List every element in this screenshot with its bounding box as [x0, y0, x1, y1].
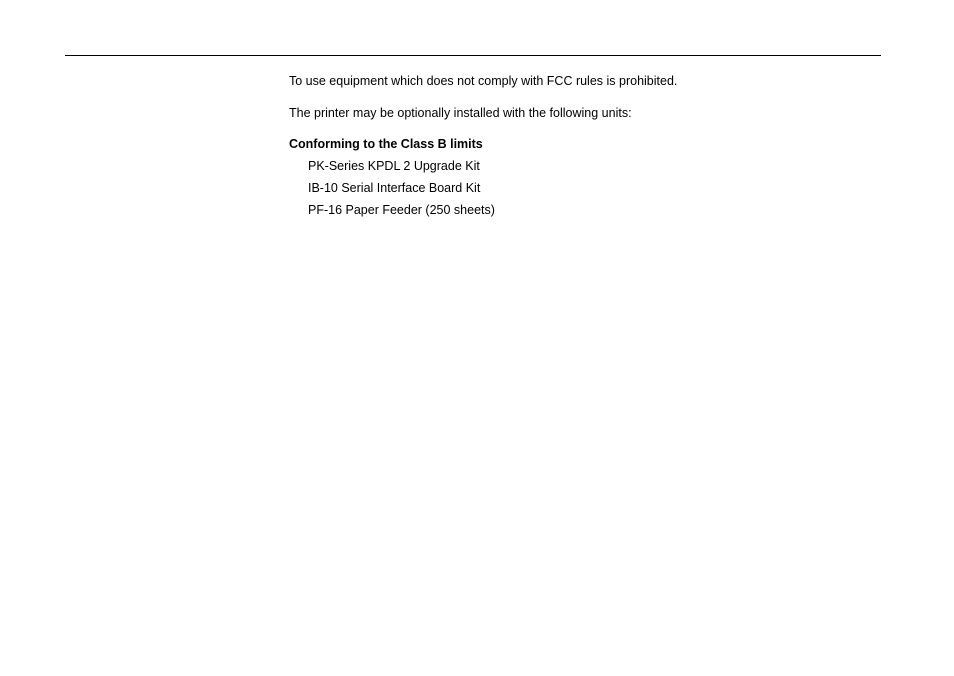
class-b-heading: Conforming to the Class B limits — [289, 137, 483, 151]
optional-units-paragraph: The printer may be optionally installed with the following units: — [289, 106, 632, 120]
list-item: IB-10 Serial Interface Board Kit — [308, 181, 481, 195]
fcc-compliance-paragraph: To use equipment which does not comply with FCC rules is prohibited. — [289, 74, 678, 88]
list-item: PF-16 Paper Feeder (250 sheets) — [308, 203, 495, 217]
list-item: PK-Series KPDL 2 Upgrade Kit — [308, 159, 480, 173]
page-body — [289, 73, 849, 224]
header-rule — [65, 55, 881, 56]
optional-units-list — [289, 158, 849, 218]
